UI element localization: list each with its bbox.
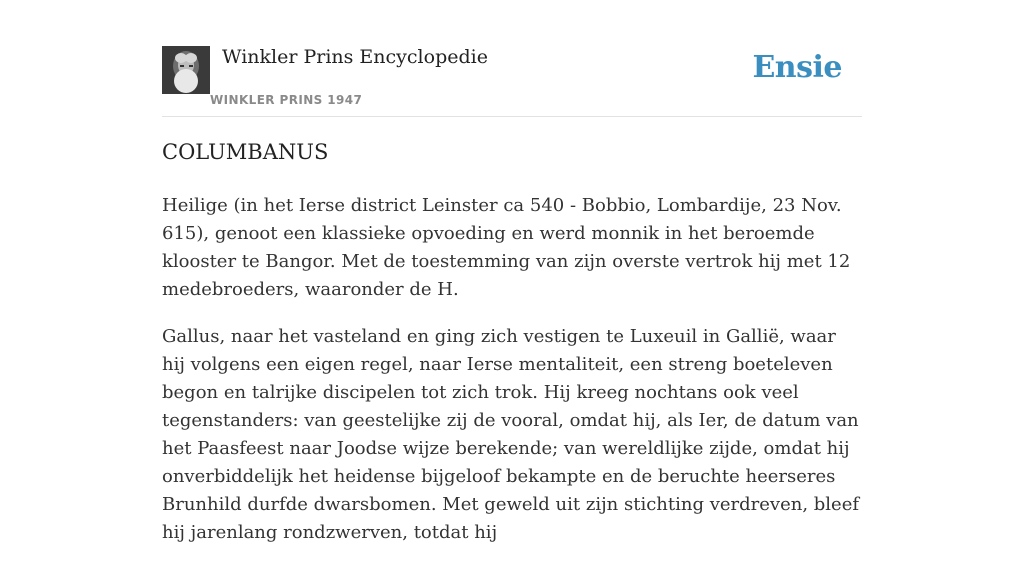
article-title: COLUMBANUS — [162, 140, 329, 164]
edition-label[interactable]: WINKLER PRINS 1947 — [210, 93, 363, 107]
article-body — [162, 192, 862, 566]
article-paragraph: Gallus, naar het vasteland en ging zich vestigen te Luxeuil in Gallië, waar hij volgens een eigen regel, naar Ierse mentaliteit, een streng boeteleven begon en talrijke discipelen tot zich trok. Hij kreeg nochtans ook veel tegenstanders: van geestelijke zij de vooral, omdat hij, als Ier, de datum van het Paasfeest naar Joodse wijze berekende; van wereldlijke zijde, omdat hij onverbiddelijk het heidense bijgeloof bekampte en de beruchte heerseres Brunhild durfde dwarsbomen. Met geweld uit zijn stichting verdreven, bleef hij jarenlang rondzwerven, totdat hij — [162, 326, 860, 543]
author-avatar[interactable] — [162, 46, 210, 94]
header — [162, 46, 862, 117]
article-paragraph: Heilige (in het Ierse district Leinster ca 540 - Bobbio, Lombardije, 23 Nov. 615), genoot een klassieke opvoeding en werd monnik in het beroemde klooster te Bangor. Met de toestemming van zijn overste vertrok hij met 12 medebroeders, waaronder de H. — [162, 195, 851, 300]
portrait-image — [162, 46, 210, 94]
publication-title[interactable]: Winkler Prins Encyclopedie — [222, 46, 488, 68]
brand-logo[interactable]: Ensie — [752, 50, 842, 85]
